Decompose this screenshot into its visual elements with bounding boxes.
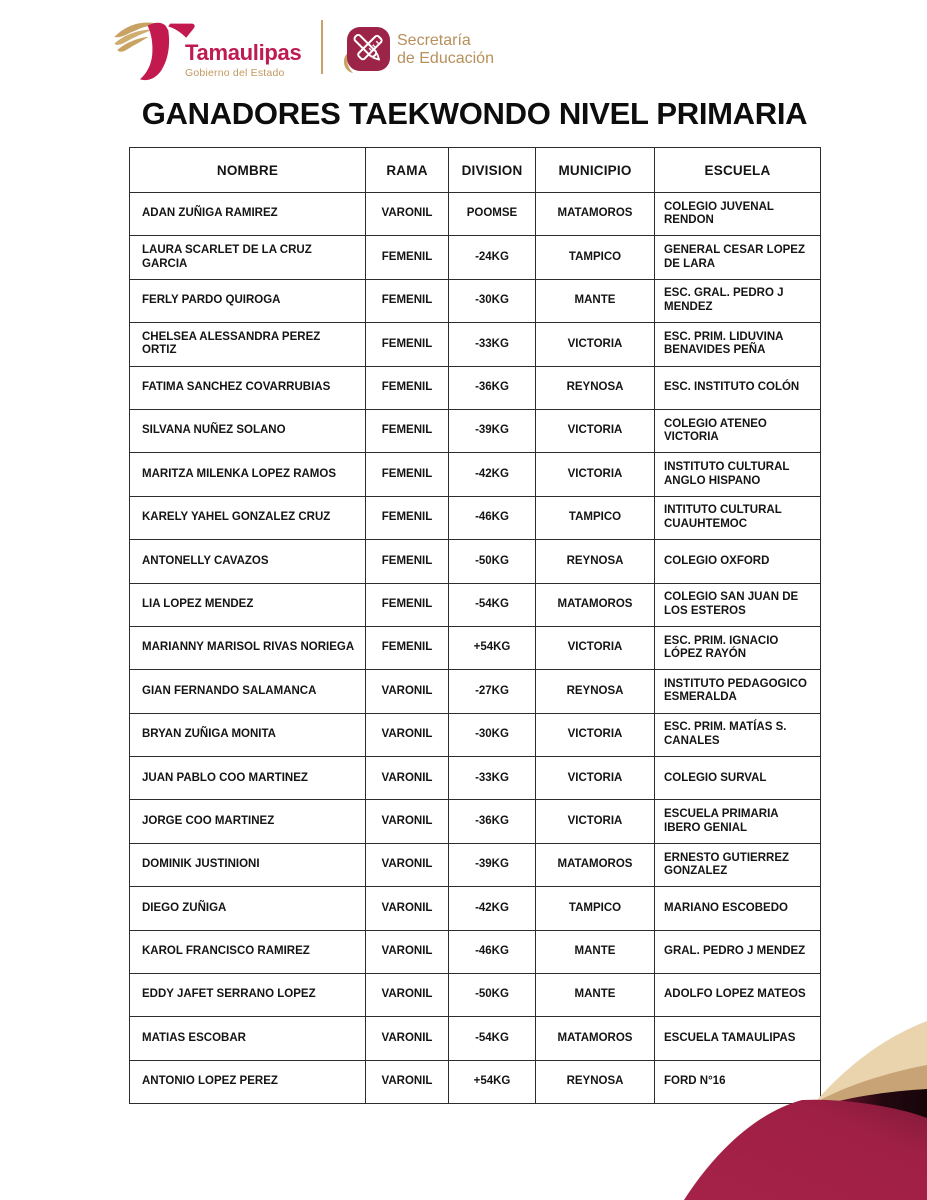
cell-municipio: MANTE bbox=[536, 974, 655, 1017]
table-header-row bbox=[130, 148, 821, 193]
cell-nombre: MATIAS ESCOBAR bbox=[130, 1017, 366, 1060]
table-row bbox=[130, 670, 821, 713]
cell-rama: VARONIL bbox=[366, 757, 449, 800]
cell-rama: VARONIL bbox=[366, 193, 449, 236]
cell-municipio: MATAMOROS bbox=[536, 843, 655, 886]
cell-escuela: GENERAL CESAR LOPEZ DE LARA bbox=[655, 236, 821, 279]
table-row bbox=[130, 800, 821, 843]
table-row bbox=[130, 626, 821, 669]
educacion-line2: de Educación bbox=[397, 50, 494, 67]
table-row bbox=[130, 496, 821, 539]
tamaulipas-subtitle: Gobierno del Estado bbox=[185, 67, 285, 79]
cell-escuela: COLEGIO SAN JUAN DE LOS ESTEROS bbox=[655, 583, 821, 626]
cell-municipio: VICTORIA bbox=[536, 800, 655, 843]
cell-municipio: TAMPICO bbox=[536, 496, 655, 539]
cell-rama: FEMENIL bbox=[366, 453, 449, 496]
cell-escuela: INTITUTO CULTURAL CUAUHTEMOC bbox=[655, 496, 821, 539]
cell-division: -33KG bbox=[449, 323, 536, 366]
cell-municipio: MATAMOROS bbox=[536, 193, 655, 236]
table-row bbox=[130, 453, 821, 496]
column-header: DIVISION bbox=[449, 148, 536, 193]
cell-division: -36KG bbox=[449, 366, 536, 409]
cell-escuela: ESC. PRIM. LIDUVINA BENAVIDES PEÑA bbox=[655, 323, 821, 366]
cell-division: +54KG bbox=[449, 626, 536, 669]
pencil-ruler-icon bbox=[344, 26, 391, 74]
column-header: MUNICIPIO bbox=[536, 148, 655, 193]
cell-municipio: VICTORIA bbox=[536, 626, 655, 669]
cell-municipio: MANTE bbox=[536, 930, 655, 973]
cell-nombre: KAROL FRANCISCO RAMIREZ bbox=[130, 930, 366, 973]
table-row bbox=[130, 366, 821, 409]
cell-rama: FEMENIL bbox=[366, 236, 449, 279]
cell-nombre: FERLY PARDO QUIROGA bbox=[130, 279, 366, 322]
table-row bbox=[130, 713, 821, 756]
cell-escuela: ESC. INSTITUTO COLÓN bbox=[655, 366, 821, 409]
page-title: GANADORES TAEKWONDO NIVEL PRIMARIA bbox=[141, 96, 808, 131]
table-row bbox=[130, 583, 821, 626]
cell-rama: FEMENIL bbox=[366, 366, 449, 409]
cell-municipio: REYNOSA bbox=[536, 366, 655, 409]
cell-nombre: DIEGO ZUÑIGA bbox=[130, 887, 366, 930]
cell-division: -39KG bbox=[449, 409, 536, 452]
cell-municipio: REYNOSA bbox=[536, 540, 655, 583]
cell-nombre: ANTONELLY CAVAZOS bbox=[130, 540, 366, 583]
cell-escuela: COLEGIO JUVENAL RENDON bbox=[655, 193, 821, 236]
cell-rama: VARONIL bbox=[366, 974, 449, 1017]
cell-nombre: ANTONIO LOPEZ PEREZ bbox=[130, 1060, 366, 1103]
cell-escuela: COLEGIO ATENEO VICTORIA bbox=[655, 409, 821, 452]
cell-escuela: FORD N°16 bbox=[655, 1060, 821, 1103]
cell-escuela: ESC. GRAL. PEDRO J MENDEZ bbox=[655, 279, 821, 322]
cell-municipio: VICTORIA bbox=[536, 453, 655, 496]
cell-municipio: MATAMOROS bbox=[536, 583, 655, 626]
cell-rama: FEMENIL bbox=[366, 626, 449, 669]
cell-division: -39KG bbox=[449, 843, 536, 886]
cell-division: -54KG bbox=[449, 1017, 536, 1060]
cell-escuela: COLEGIO SURVAL bbox=[655, 757, 821, 800]
cell-municipio: TAMPICO bbox=[536, 236, 655, 279]
cell-rama: VARONIL bbox=[366, 887, 449, 930]
cell-rama: VARONIL bbox=[366, 1017, 449, 1060]
educacion-line1: Secretaría bbox=[397, 32, 471, 49]
cell-municipio: VICTORIA bbox=[536, 323, 655, 366]
cell-nombre: JORGE COO MARTINEZ bbox=[130, 800, 366, 843]
results-table bbox=[129, 147, 821, 1104]
table-row bbox=[130, 540, 821, 583]
cell-nombre: GIAN FERNANDO SALAMANCA bbox=[130, 670, 366, 713]
column-header: NOMBRE bbox=[130, 148, 366, 193]
table-row bbox=[130, 236, 821, 279]
cell-rama: FEMENIL bbox=[366, 496, 449, 539]
cell-division: +54KG bbox=[449, 1060, 536, 1103]
educacion-logo bbox=[397, 32, 494, 68]
cell-nombre: SILVANA NUÑEZ SOLANO bbox=[130, 409, 366, 452]
cell-rama: FEMENIL bbox=[366, 279, 449, 322]
cell-nombre: LIA LOPEZ MENDEZ bbox=[130, 583, 366, 626]
table-row bbox=[130, 887, 821, 930]
cell-division: -30KG bbox=[449, 713, 536, 756]
cell-escuela: ERNESTO GUTIERREZ GONZALEZ bbox=[655, 843, 821, 886]
cell-division: -30KG bbox=[449, 279, 536, 322]
cell-division: -24KG bbox=[449, 236, 536, 279]
cell-division: -50KG bbox=[449, 540, 536, 583]
cell-rama: VARONIL bbox=[366, 713, 449, 756]
column-header: ESCUELA bbox=[655, 148, 821, 193]
cell-escuela: ESC. PRIM. IGNACIO LÓPEZ RAYÓN bbox=[655, 626, 821, 669]
cell-municipio: REYNOSA bbox=[536, 1060, 655, 1103]
tamaulipas-logo bbox=[185, 40, 301, 79]
cell-escuela: ESCUELA PRIMARIA IBERO GENIAL bbox=[655, 800, 821, 843]
logo-divider bbox=[321, 20, 323, 74]
cell-rama: VARONIL bbox=[366, 800, 449, 843]
cell-nombre: JUAN PABLO COO MARTINEZ bbox=[130, 757, 366, 800]
cell-division: -36KG bbox=[449, 800, 536, 843]
table-row bbox=[130, 323, 821, 366]
table-row bbox=[130, 279, 821, 322]
cell-nombre: ADAN ZUÑIGA RAMIREZ bbox=[130, 193, 366, 236]
cell-nombre: EDDY JAFET SERRANO LOPEZ bbox=[130, 974, 366, 1017]
cell-rama: VARONIL bbox=[366, 670, 449, 713]
cell-division: -46KG bbox=[449, 930, 536, 973]
results-table-body bbox=[130, 193, 821, 1104]
cell-division: -50KG bbox=[449, 974, 536, 1017]
cell-escuela: MARIANO ESCOBEDO bbox=[655, 887, 821, 930]
table-row bbox=[130, 193, 821, 236]
tamaulipas-wordmark: Tamaulipas bbox=[185, 40, 302, 65]
cell-nombre: KARELY YAHEL GONZALEZ CRUZ bbox=[130, 496, 366, 539]
cell-escuela: ESCUELA TAMAULIPAS bbox=[655, 1017, 821, 1060]
cell-escuela: INSTITUTO PEDAGOGICO ESMERALDA bbox=[655, 670, 821, 713]
table-row bbox=[130, 930, 821, 973]
table-row bbox=[130, 843, 821, 886]
cell-division: -33KG bbox=[449, 757, 536, 800]
cell-escuela: COLEGIO OXFORD bbox=[655, 540, 821, 583]
corner-swoosh-decoration bbox=[640, 1015, 927, 1200]
cell-division: POOMSE bbox=[449, 193, 536, 236]
cell-municipio: VICTORIA bbox=[536, 713, 655, 756]
cell-rama: VARONIL bbox=[366, 843, 449, 886]
column-header: RAMA bbox=[366, 148, 449, 193]
table-row bbox=[130, 409, 821, 452]
cell-municipio: MATAMOROS bbox=[536, 1017, 655, 1060]
cell-division: -54KG bbox=[449, 583, 536, 626]
cell-escuela: GRAL. PEDRO J MENDEZ bbox=[655, 930, 821, 973]
cell-municipio: MANTE bbox=[536, 279, 655, 322]
cell-nombre: FATIMA SANCHEZ COVARRUBIAS bbox=[130, 366, 366, 409]
cell-division: -42KG bbox=[449, 887, 536, 930]
cell-municipio: VICTORIA bbox=[536, 757, 655, 800]
header-brandbar bbox=[112, 14, 532, 88]
cell-rama: FEMENIL bbox=[366, 583, 449, 626]
cell-municipio: TAMPICO bbox=[536, 887, 655, 930]
cell-municipio: REYNOSA bbox=[536, 670, 655, 713]
cell-division: -46KG bbox=[449, 496, 536, 539]
cell-rama: FEMENIL bbox=[366, 409, 449, 452]
cell-division: -27KG bbox=[449, 670, 536, 713]
cell-escuela: INSTITUTO CULTURAL ANGLO HISPANO bbox=[655, 453, 821, 496]
cell-rama: VARONIL bbox=[366, 930, 449, 973]
swoosh-maroon-layer bbox=[684, 1100, 927, 1200]
table-row bbox=[130, 757, 821, 800]
cell-nombre: MARIANNY MARISOL RIVAS NORIEGA bbox=[130, 626, 366, 669]
cell-escuela: ADOLFO LOPEZ MATEOS bbox=[655, 974, 821, 1017]
cell-escuela: ESC. PRIM. MATÍAS S. CANALES bbox=[655, 713, 821, 756]
cell-municipio: VICTORIA bbox=[536, 409, 655, 452]
cell-nombre: CHELSEA ALESSANDRA PEREZ ORTIZ bbox=[130, 323, 366, 366]
cell-nombre: DOMINIK JUSTINIONI bbox=[130, 843, 366, 886]
table-row bbox=[130, 974, 821, 1017]
cell-division: -42KG bbox=[449, 453, 536, 496]
cell-nombre: LAURA SCARLET DE LA CRUZ GARCIA bbox=[130, 236, 366, 279]
cell-nombre: MARITZA MILENKA LOPEZ RAMOS bbox=[130, 453, 366, 496]
cell-nombre: BRYAN ZUÑIGA MONITA bbox=[130, 713, 366, 756]
cell-rama: FEMENIL bbox=[366, 323, 449, 366]
cell-rama: FEMENIL bbox=[366, 540, 449, 583]
cell-rama: VARONIL bbox=[366, 1060, 449, 1103]
